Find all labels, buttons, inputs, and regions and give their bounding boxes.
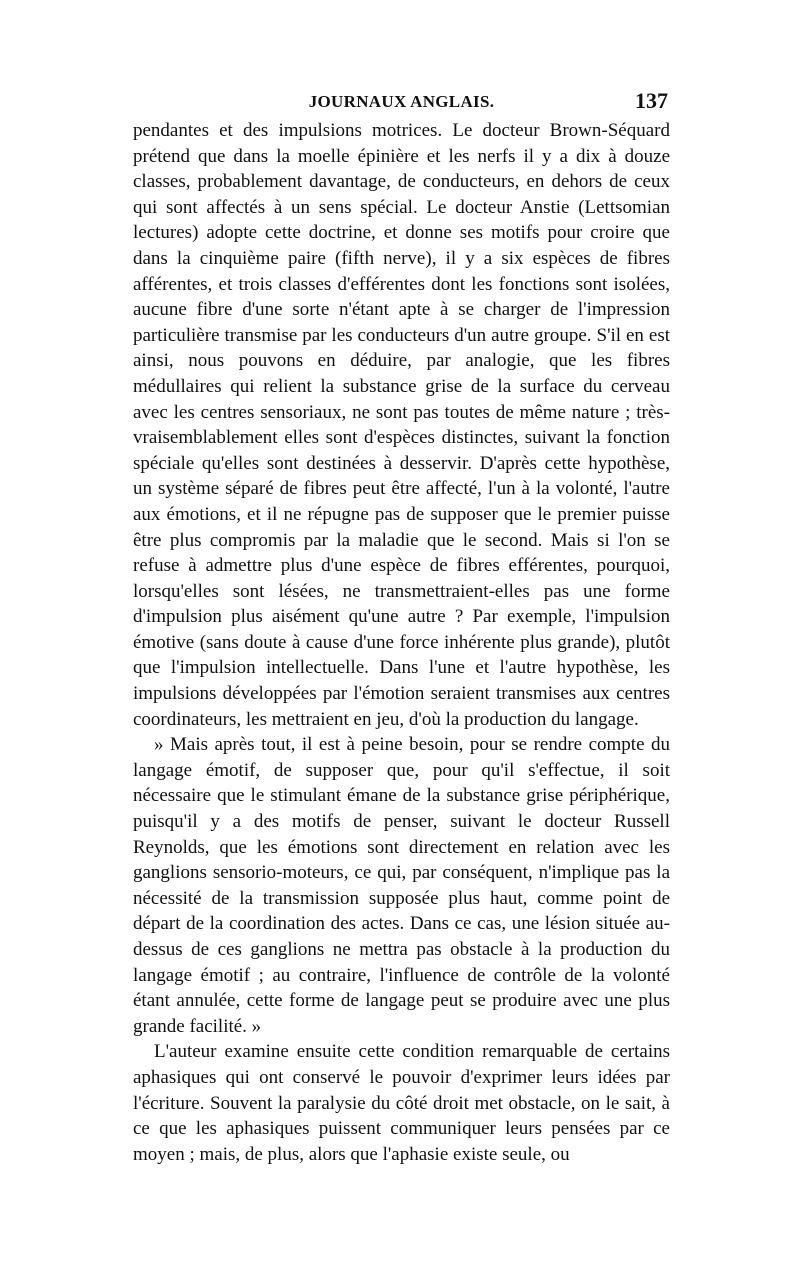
paragraph-author-examination: L'auteur examine ensuite cette condition remarquable de certains aphasiques qui ont conservé le pouvoir d'exprimer leurs idées par l'écriture. Souvent la paralysie du côté droit met obstacle, on le sait, à ce que les aphasiques puissent communiquer leurs pensées par ce moyen ; mais, de plus, alors que l'aphasie existe seule, ou <box>133 1041 670 1165</box>
running-title: JOURNAUX ANGLAIS. <box>308 92 495 111</box>
body-text <box>133 118 670 1167</box>
paragraph-continuation: pendantes et des impulsions motrices. Le docteur Brown-Séquard prétend que dans la moelle épinière et les nerfs il y a dix à douze classes, probablement davantage, de conducteurs, en dehors de ceux qui sont affectés à un sens spécial. Le docteur Anstie (Lettsomian lectures) adopte cette doctrine, et donne ses motifs pour croire que dans la cinquième paire (fifth nerve), il y a six espèces de fibres afférentes, et trois classes d'efférentes dont les fonctions sont isolées, aucune fibre d'une sorte n'étant apte à se charger de l'impression particulière transmise par les conducteurs d'un autre groupe. S'il en est ainsi, nous pouvons en déduire, par analogie, que les fibres médullaires qui relient la substance grise de la surface du cerveau avec les centres sensoriaux, ne sont pas toutes de même nature ; très-vraisemblablement elles sont d'espèces distinctes, suivant la fonction spéciale qu'elles sont destinées à desservir. D'après cette hypothèse, un système séparé de fibres peut être affecté, l'un à la volonté, l'autre aux émotions, et il ne répugne pas de supposer que le premier puisse être plus compromis par la maladie que le second. Mais si l'on se refuse à admettre plus d'une espèce de fibres efférentes, pourquoi, lorsqu'elles sont lésées, ne transmettraient-elles pas une forme d'impulsion plus aisément qu'une autre ? Par exemple, l'impulsion émotive (sans doute à cause d'une force inhérente plus grande), plutôt que l'impulsion intellectuelle. Dans l'une et l'autre hypothèse, les impulsions développées par l'émotion seraient transmises aux centres coordinateurs, les mettraient en jeu, d'où la production du langage. <box>133 120 670 730</box>
paragraph-quotation: » Mais après tout, il est à peine besoin, pour se rendre compte du langage émotif, de supposer que, pour qu'il s'effectue, il soit nécessaire que le stimulant émane de la substance grise périphérique, puisqu'il y a des motifs de penser, suivant le docteur Russell Reynolds, que les émotions sont directement en relation avec les ganglions sensorio-moteurs, ce qui, par conséquent, n'implique pas la nécessité de la transmission supposée plus haut, comme point de départ de la coordination des actes. Dans ce cas, une lésion située au-dessus de ces ganglions ne mettra pas obstacle à la production du langage émotif ; au contraire, l'influence de contrôle de la volonté étant annulée, cette forme de langage peut se produire avec une plus grande facilité. » <box>133 734 670 1037</box>
running-head <box>133 88 670 118</box>
page-number: 137 <box>635 88 668 113</box>
book-page <box>133 88 670 1167</box>
